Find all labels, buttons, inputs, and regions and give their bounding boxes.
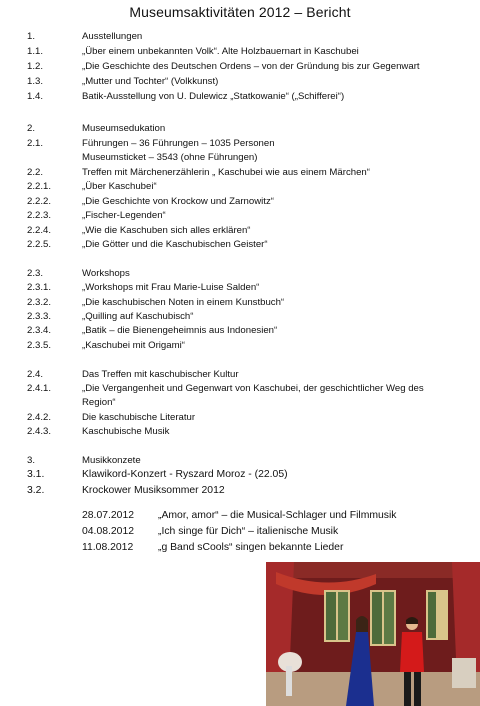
- event-date: 04.08.2012: [82, 526, 135, 537]
- item-text: „Batik – die Bienengeheimnis aus Indonesien“: [82, 325, 278, 336]
- item-number: 3.2.: [27, 485, 45, 496]
- event-description: „Ich singe für Dich“ – italienische Musik: [158, 526, 339, 537]
- item-number: 2.4.2.: [27, 412, 52, 423]
- item-number: 1.1.: [27, 46, 44, 57]
- item-number: 2.3.1.: [27, 282, 52, 293]
- event-description: „g Band sCools“ singen bekannte Lieder: [158, 542, 344, 553]
- item-text: „Wie die Kaschuben sich alles erklären“: [82, 225, 251, 236]
- item-text: „Die Geschichte von Krockow und Zarnowitz“: [82, 196, 274, 207]
- item-text: Batik-Ausstellung von U. Dulewicz „Statkowanie“ („Schifferei“): [82, 91, 345, 102]
- item-number: 2.3.2.: [27, 297, 52, 308]
- item-number: 2.2.1.: [27, 181, 52, 192]
- photo-chair: [452, 658, 476, 688]
- item-number: 2.4.3.: [27, 426, 52, 437]
- item-text: Treffen mit Märchenerzählerin „ Kaschubei wie aus einem Märchen“: [82, 167, 370, 178]
- item-text: Krockower Musiksommer 2012: [82, 485, 225, 496]
- item-text: „Die Geschichte des Deutschen Ordens – von der Gründung bis zur Gegenwart: [82, 61, 420, 72]
- item-number: 2.2.3.: [27, 210, 52, 221]
- item-text: „Die kaschubischen Noten in einem Kunstbuch“: [82, 297, 285, 308]
- item-text: „Kaschubei mit Origami“: [82, 340, 185, 351]
- item-text: Ausstellungen: [82, 31, 143, 42]
- item-text: „Die Vergangenheit und Gegenwart von Kaschubei, der geschichtlicher Weg des: [82, 383, 424, 394]
- item-number: 2.4.1.: [27, 383, 52, 394]
- item-text: „Mutter und Tochter“ (Volkkunst): [82, 76, 219, 87]
- item-text: Klawikord-Konzert - Ryszard Moroz - (22.05): [82, 469, 288, 480]
- page-title: Museumsaktivitäten 2012 – Bericht: [129, 4, 351, 20]
- item-number: 2.3.5.: [27, 340, 52, 351]
- event-description: „Amor, amor“ – die Musical-Schlager und Filmmusik: [158, 510, 397, 521]
- item-number: 2.3.: [27, 268, 44, 279]
- item-number: 2.4.: [27, 369, 44, 380]
- item-number: 1.2.: [27, 61, 44, 72]
- item-number: 2.3.3.: [27, 311, 52, 322]
- event-date: 28.07.2012: [82, 510, 135, 521]
- item-number: 2.2.2.: [27, 196, 52, 207]
- item-number: 1.4.: [27, 91, 44, 102]
- item-text: Das Treffen mit kaschubischer Kultur: [82, 369, 239, 380]
- item-text: „Über Kaschubei“: [82, 181, 157, 192]
- item-number: 2.2.4.: [27, 225, 52, 236]
- concert-photo-drawing: [266, 562, 480, 706]
- item-number: 2.: [27, 123, 36, 134]
- item-text: Region“: [82, 397, 116, 408]
- item-number: 3.1.: [27, 469, 45, 480]
- item-text: „Fischer-Legenden“: [82, 210, 166, 221]
- item-text: Museumsedukation: [82, 123, 166, 134]
- concert-photo: [266, 562, 480, 706]
- item-text: Führungen – 36 Führungen – 1035 Personen: [82, 138, 275, 149]
- item-number: 1.: [27, 31, 36, 42]
- item-text: „Quilling auf Kaschubisch“: [82, 311, 194, 322]
- item-text: Museumsticket – 3543 (ohne Führungen): [82, 152, 258, 163]
- event-date: 11.08.2012: [82, 542, 134, 553]
- item-text: „Die Götter und die Kaschubischen Geister“: [82, 239, 268, 250]
- item-number: 2.2.: [27, 167, 44, 178]
- item-text: „Workshops mit Frau Marie-Luise Salden“: [82, 282, 260, 293]
- item-number: 2.3.4.: [27, 325, 52, 336]
- item-text: „Über einem unbekannten Volk“. Alte Holzbauernart in Kaschubei: [82, 46, 359, 57]
- photo-singer2-jacket: [400, 632, 424, 672]
- item-text: Workshops: [82, 268, 130, 279]
- item-text: Die kaschubische Literatur: [82, 412, 196, 423]
- item-text: Kaschubische Musik: [82, 426, 170, 437]
- item-text: Musikkonzete: [82, 455, 141, 466]
- item-number: 3.: [27, 455, 36, 466]
- item-number: 2.1.: [27, 138, 44, 149]
- item-number: 1.3.: [27, 76, 44, 87]
- item-number: 2.2.5.: [27, 239, 52, 250]
